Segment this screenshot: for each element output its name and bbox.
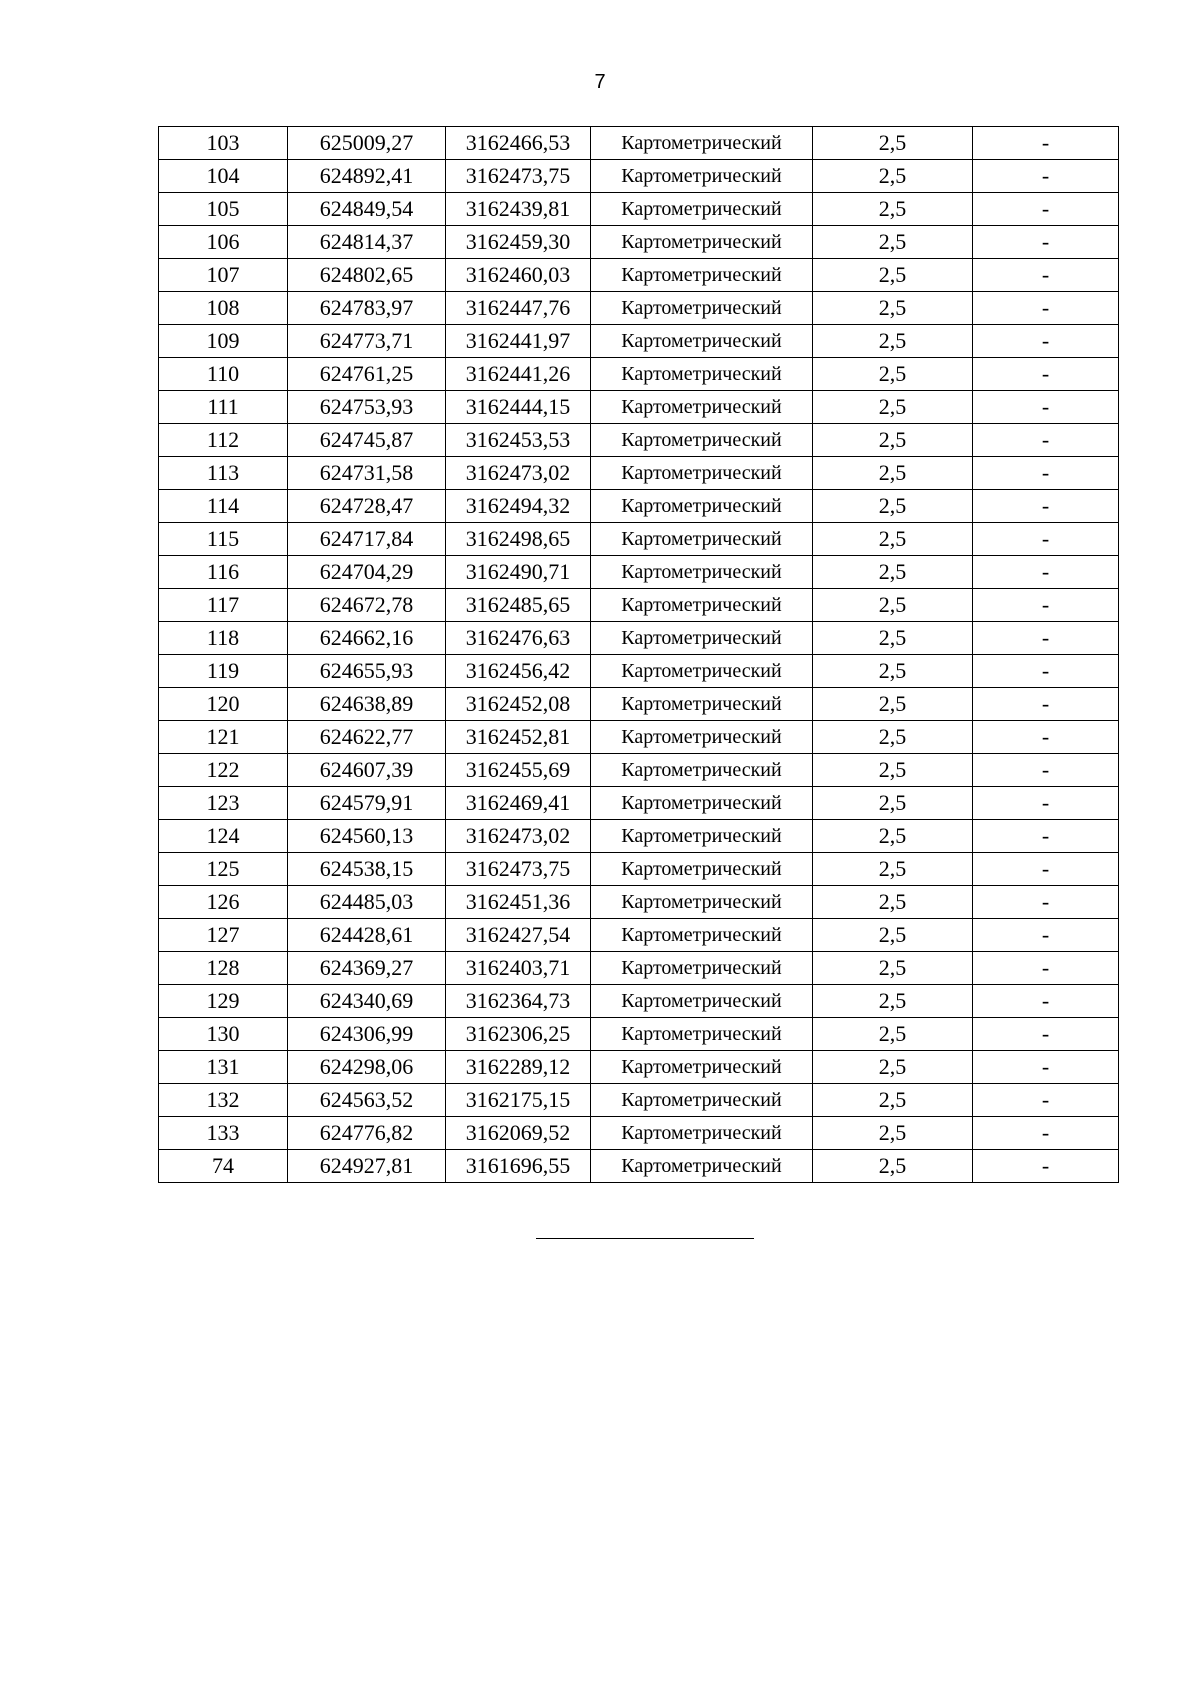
point-number-cell: 112 (159, 424, 288, 457)
x-coordinate-cell: 624622,77 (288, 721, 446, 754)
remark-cell: - (973, 523, 1119, 556)
remark-cell: - (973, 1051, 1119, 1084)
method-cell: Картометрический (591, 655, 813, 688)
accuracy-cell: 2,5 (813, 523, 973, 556)
remark-cell: - (973, 424, 1119, 457)
table-row (159, 391, 1119, 424)
table-row (159, 985, 1119, 1018)
method-cell: Картометрический (591, 523, 813, 556)
method-cell: Картометрический (591, 853, 813, 886)
remark-cell: - (973, 754, 1119, 787)
accuracy-cell: 2,5 (813, 1051, 973, 1084)
remark-cell: - (973, 1084, 1119, 1117)
accuracy-cell: 2,5 (813, 556, 973, 589)
table-row (159, 589, 1119, 622)
remark-cell: - (973, 589, 1119, 622)
method-cell: Картометрический (591, 1084, 813, 1117)
method-cell: Картометрический (591, 1051, 813, 1084)
x-coordinate-cell: 624753,93 (288, 391, 446, 424)
y-coordinate-cell: 3162364,73 (446, 985, 591, 1018)
method-cell: Картометрический (591, 325, 813, 358)
table-row (159, 358, 1119, 391)
point-number-cell: 131 (159, 1051, 288, 1084)
y-coordinate-cell: 3162469,41 (446, 787, 591, 820)
accuracy-cell: 2,5 (813, 853, 973, 886)
table-row (159, 1117, 1119, 1150)
x-coordinate-cell: 624731,58 (288, 457, 446, 490)
y-coordinate-cell: 3162455,69 (446, 754, 591, 787)
method-cell: Картометрический (591, 127, 813, 160)
accuracy-cell: 2,5 (813, 424, 973, 457)
accuracy-cell: 2,5 (813, 127, 973, 160)
y-coordinate-cell: 3162456,42 (446, 655, 591, 688)
point-number-cell: 130 (159, 1018, 288, 1051)
accuracy-cell: 2,5 (813, 589, 973, 622)
point-number-cell: 113 (159, 457, 288, 490)
remark-cell: - (973, 457, 1119, 490)
method-cell: Картометрический (591, 985, 813, 1018)
x-coordinate-cell: 624369,27 (288, 952, 446, 985)
x-coordinate-cell: 624704,29 (288, 556, 446, 589)
y-coordinate-cell: 3162452,81 (446, 721, 591, 754)
x-coordinate-cell: 624783,97 (288, 292, 446, 325)
y-coordinate-cell: 3162453,53 (446, 424, 591, 457)
point-number-cell: 114 (159, 490, 288, 523)
point-number-cell: 121 (159, 721, 288, 754)
accuracy-cell: 2,5 (813, 292, 973, 325)
point-number-cell: 129 (159, 985, 288, 1018)
remark-cell: - (973, 556, 1119, 589)
y-coordinate-cell: 3162476,63 (446, 622, 591, 655)
table-row (159, 919, 1119, 952)
remark-cell: - (973, 490, 1119, 523)
y-coordinate-cell: 3162069,52 (446, 1117, 591, 1150)
remark-cell: - (973, 655, 1119, 688)
y-coordinate-cell: 3162289,12 (446, 1051, 591, 1084)
x-coordinate-cell: 624607,39 (288, 754, 446, 787)
table-row (159, 556, 1119, 589)
accuracy-cell: 2,5 (813, 391, 973, 424)
x-coordinate-cell: 624849,54 (288, 193, 446, 226)
table-row (159, 325, 1119, 358)
accuracy-cell: 2,5 (813, 787, 973, 820)
table-row (159, 886, 1119, 919)
y-coordinate-cell: 3162460,03 (446, 259, 591, 292)
accuracy-cell: 2,5 (813, 358, 973, 391)
coordinates-table (158, 126, 1119, 1183)
method-cell: Картометрический (591, 754, 813, 787)
x-coordinate-cell: 624761,25 (288, 358, 446, 391)
x-coordinate-cell: 624485,03 (288, 886, 446, 919)
table-row (159, 853, 1119, 886)
table-row (159, 754, 1119, 787)
accuracy-cell: 2,5 (813, 754, 973, 787)
y-coordinate-cell: 3162459,30 (446, 226, 591, 259)
point-number-cell: 133 (159, 1117, 288, 1150)
table-row (159, 1051, 1119, 1084)
method-cell: Картометрический (591, 1018, 813, 1051)
x-coordinate-cell: 624802,65 (288, 259, 446, 292)
method-cell: Картометрический (591, 787, 813, 820)
y-coordinate-cell: 3162451,36 (446, 886, 591, 919)
method-cell: Картометрический (591, 1150, 813, 1183)
remark-cell: - (973, 985, 1119, 1018)
remark-cell: - (973, 391, 1119, 424)
point-number-cell: 111 (159, 391, 288, 424)
table-row (159, 292, 1119, 325)
remark-cell: - (973, 721, 1119, 754)
table-row (159, 721, 1119, 754)
accuracy-cell: 2,5 (813, 952, 973, 985)
page-number: 7 (594, 71, 606, 93)
x-coordinate-cell: 624298,06 (288, 1051, 446, 1084)
method-cell: Картометрический (591, 820, 813, 853)
x-coordinate-cell: 624306,99 (288, 1018, 446, 1051)
table-row (159, 259, 1119, 292)
y-coordinate-cell: 3161696,55 (446, 1150, 591, 1183)
y-coordinate-cell: 3162498,65 (446, 523, 591, 556)
point-number-cell: 74 (159, 1150, 288, 1183)
point-number-cell: 109 (159, 325, 288, 358)
y-coordinate-cell: 3162427,54 (446, 919, 591, 952)
method-cell: Картометрический (591, 952, 813, 985)
accuracy-cell: 2,5 (813, 457, 973, 490)
table-row (159, 1084, 1119, 1117)
y-coordinate-cell: 3162441,97 (446, 325, 591, 358)
y-coordinate-cell: 3162473,75 (446, 853, 591, 886)
y-coordinate-cell: 3162441,26 (446, 358, 591, 391)
x-coordinate-cell: 624892,41 (288, 160, 446, 193)
x-coordinate-cell: 624563,52 (288, 1084, 446, 1117)
remark-cell: - (973, 325, 1119, 358)
table-row (159, 490, 1119, 523)
accuracy-cell: 2,5 (813, 1084, 973, 1117)
method-cell: Картометрический (591, 457, 813, 490)
x-coordinate-cell: 624662,16 (288, 622, 446, 655)
method-cell: Картометрический (591, 721, 813, 754)
y-coordinate-cell: 3162306,25 (446, 1018, 591, 1051)
remark-cell: - (973, 292, 1119, 325)
table-row (159, 622, 1119, 655)
remark-cell: - (973, 853, 1119, 886)
point-number-cell: 119 (159, 655, 288, 688)
y-coordinate-cell: 3162473,02 (446, 457, 591, 490)
end-of-table-rule (536, 1238, 754, 1239)
point-number-cell: 107 (159, 259, 288, 292)
y-coordinate-cell: 3162403,71 (446, 952, 591, 985)
accuracy-cell: 2,5 (813, 1018, 973, 1051)
table-row (159, 820, 1119, 853)
x-coordinate-cell: 624717,84 (288, 523, 446, 556)
remark-cell: - (973, 1150, 1119, 1183)
method-cell: Картометрический (591, 589, 813, 622)
accuracy-cell: 2,5 (813, 985, 973, 1018)
point-number-cell: 122 (159, 754, 288, 787)
table-row (159, 127, 1119, 160)
remark-cell: - (973, 688, 1119, 721)
x-coordinate-cell: 624655,93 (288, 655, 446, 688)
point-number-cell: 120 (159, 688, 288, 721)
x-coordinate-cell: 624776,82 (288, 1117, 446, 1150)
table-row (159, 952, 1119, 985)
accuracy-cell: 2,5 (813, 1117, 973, 1150)
x-coordinate-cell: 624428,61 (288, 919, 446, 952)
point-number-cell: 123 (159, 787, 288, 820)
point-number-cell: 127 (159, 919, 288, 952)
accuracy-cell: 2,5 (813, 226, 973, 259)
table-row (159, 787, 1119, 820)
point-number-cell: 126 (159, 886, 288, 919)
y-coordinate-cell: 3162444,15 (446, 391, 591, 424)
table-row (159, 226, 1119, 259)
remark-cell: - (973, 919, 1119, 952)
accuracy-cell: 2,5 (813, 919, 973, 952)
method-cell: Картометрический (591, 358, 813, 391)
point-number-cell: 108 (159, 292, 288, 325)
table-row (159, 160, 1119, 193)
method-cell: Картометрический (591, 424, 813, 457)
y-coordinate-cell: 3162175,15 (446, 1084, 591, 1117)
table-row (159, 688, 1119, 721)
method-cell: Картометрический (591, 259, 813, 292)
accuracy-cell: 2,5 (813, 688, 973, 721)
method-cell: Картометрический (591, 193, 813, 226)
accuracy-cell: 2,5 (813, 721, 973, 754)
remark-cell: - (973, 193, 1119, 226)
remark-cell: - (973, 1117, 1119, 1150)
method-cell: Картометрический (591, 490, 813, 523)
remark-cell: - (973, 787, 1119, 820)
x-coordinate-cell: 624538,15 (288, 853, 446, 886)
remark-cell: - (973, 127, 1119, 160)
accuracy-cell: 2,5 (813, 160, 973, 193)
point-number-cell: 110 (159, 358, 288, 391)
x-coordinate-cell: 624745,87 (288, 424, 446, 457)
table-row (159, 193, 1119, 226)
remark-cell: - (973, 886, 1119, 919)
point-number-cell: 103 (159, 127, 288, 160)
y-coordinate-cell: 3162439,81 (446, 193, 591, 226)
remark-cell: - (973, 820, 1119, 853)
method-cell: Картометрический (591, 160, 813, 193)
x-coordinate-cell: 624340,69 (288, 985, 446, 1018)
remark-cell: - (973, 160, 1119, 193)
y-coordinate-cell: 3162473,02 (446, 820, 591, 853)
y-coordinate-cell: 3162485,65 (446, 589, 591, 622)
point-number-cell: 118 (159, 622, 288, 655)
method-cell: Картометрический (591, 556, 813, 589)
accuracy-cell: 2,5 (813, 259, 973, 292)
accuracy-cell: 2,5 (813, 820, 973, 853)
method-cell: Картометрический (591, 1117, 813, 1150)
point-number-cell: 104 (159, 160, 288, 193)
remark-cell: - (973, 622, 1119, 655)
method-cell: Картометрический (591, 292, 813, 325)
point-number-cell: 128 (159, 952, 288, 985)
y-coordinate-cell: 3162494,32 (446, 490, 591, 523)
coordinates-table-body (159, 127, 1119, 1183)
point-number-cell: 124 (159, 820, 288, 853)
y-coordinate-cell: 3162490,71 (446, 556, 591, 589)
table-row (159, 1018, 1119, 1051)
x-coordinate-cell: 624728,47 (288, 490, 446, 523)
method-cell: Картометрический (591, 919, 813, 952)
method-cell: Картометрический (591, 622, 813, 655)
x-coordinate-cell: 624773,71 (288, 325, 446, 358)
method-cell: Картометрический (591, 886, 813, 919)
x-coordinate-cell: 625009,27 (288, 127, 446, 160)
accuracy-cell: 2,5 (813, 1150, 973, 1183)
accuracy-cell: 2,5 (813, 655, 973, 688)
table-row (159, 523, 1119, 556)
x-coordinate-cell: 624672,78 (288, 589, 446, 622)
remark-cell: - (973, 259, 1119, 292)
x-coordinate-cell: 624638,89 (288, 688, 446, 721)
point-number-cell: 116 (159, 556, 288, 589)
table-row (159, 1150, 1119, 1183)
point-number-cell: 115 (159, 523, 288, 556)
y-coordinate-cell: 3162447,76 (446, 292, 591, 325)
point-number-cell: 125 (159, 853, 288, 886)
point-number-cell: 132 (159, 1084, 288, 1117)
method-cell: Картометрический (591, 226, 813, 259)
accuracy-cell: 2,5 (813, 490, 973, 523)
table-row (159, 424, 1119, 457)
y-coordinate-cell: 3162452,08 (446, 688, 591, 721)
accuracy-cell: 2,5 (813, 622, 973, 655)
accuracy-cell: 2,5 (813, 886, 973, 919)
accuracy-cell: 2,5 (813, 325, 973, 358)
remark-cell: - (973, 226, 1119, 259)
point-number-cell: 106 (159, 226, 288, 259)
x-coordinate-cell: 624560,13 (288, 820, 446, 853)
remark-cell: - (973, 1018, 1119, 1051)
table-row (159, 655, 1119, 688)
y-coordinate-cell: 3162466,53 (446, 127, 591, 160)
table-row (159, 457, 1119, 490)
x-coordinate-cell: 624927,81 (288, 1150, 446, 1183)
x-coordinate-cell: 624579,91 (288, 787, 446, 820)
y-coordinate-cell: 3162473,75 (446, 160, 591, 193)
method-cell: Картометрический (591, 688, 813, 721)
x-coordinate-cell: 624814,37 (288, 226, 446, 259)
method-cell: Картометрический (591, 391, 813, 424)
accuracy-cell: 2,5 (813, 193, 973, 226)
remark-cell: - (973, 358, 1119, 391)
remark-cell: - (973, 952, 1119, 985)
point-number-cell: 105 (159, 193, 288, 226)
point-number-cell: 117 (159, 589, 288, 622)
